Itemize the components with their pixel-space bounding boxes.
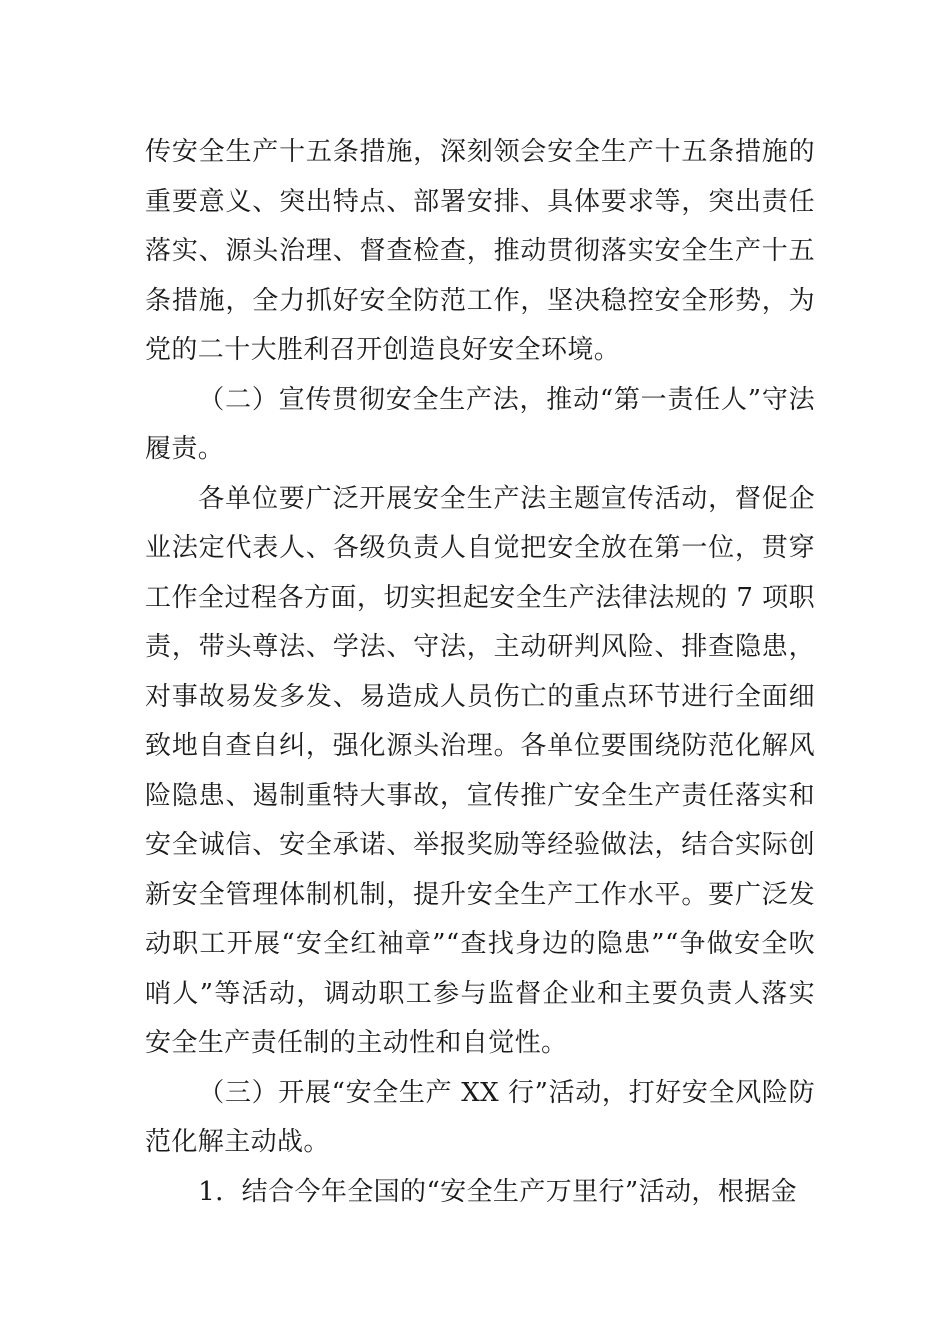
section-heading-three: （三）开展“安全生产 XX 行”活动，打好安全风险防范化解主动战。 <box>145 1077 815 1157</box>
paragraph-continuation: 传安全生产十五条措施，深刻领会安全生产十五条措施的重要意义、突出特点、部署安排、具体要求等，突出责任落实、源头治理、督查检查，推动贯彻落实安全生产十五条措施，全力抓好安全防范工作，坚决稳控安全形势，为党的二十大胜利召开创造良好安全环境。 <box>145 137 815 365</box>
list-item-one: 1．结合今年全国的“安全生产万里行”活动，根据金 <box>198 1176 798 1207</box>
paragraph-body-law: 各单位要广泛开展安全生产法主题宣传活动，督促企业法定代表人、各级负责人自觉把安全放在第一位，贯穿工作全过程各方面，切实担起安全生产法律法规的 7 项职责，带头尊法、学法、守法，主动研判风险、排查隐患，对事故易发多发、易造成人员伤亡的重点环节进行全面细致地自查自纠，强化源头治理。各单位要围绕防范化解风险隐患、遏制重特大事故，宣传推广安全生产责任落实和安全诚信、安全承诺、举报奖励等经验做法，结合实际创新安全管理体制机制，提升安全生产工作水平。要广泛发动职工开展“安全红袖章”“查找身边的隐患”“争做安全吹哨人”等活动，调动职工参与监督企业和主要负责人落实安全生产责任制的主动性和自觉性。 <box>145 483 815 1058</box>
document-body <box>145 128 815 1217</box>
section-heading-two: （二）宣传贯彻安全生产法，推动“第一责任人”守法履责。 <box>145 384 815 464</box>
